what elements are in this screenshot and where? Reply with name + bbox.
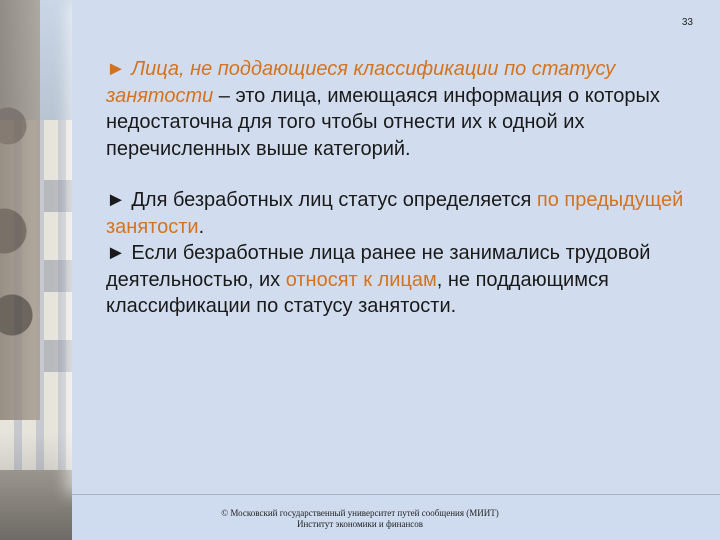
paragraph-unemployed-status [106,187,696,240]
bullet-icon: ► [106,58,126,80]
bullet-icon: ► [106,242,126,264]
definition-text: – это лица, имеющаяся информация о которых недостаточна для того чтобы отнести их к одной их перечисленных выше категорий. [106,84,660,160]
unclassified-text: Если безработные лица ранее не занимались трудовой деятельностью, их [106,242,651,291]
photo-tree [0,0,40,420]
bullet-icon: ► [106,189,126,211]
unemployed-status-highlight: по предыдущей занятости [106,189,684,238]
unclassified-highlight: относят к лицам [285,268,437,291]
unemployed-status-end: . [198,215,205,238]
paragraph-unclassified [106,240,696,320]
paragraph-definition [106,56,696,162]
unclassified-end: , не поддающимся классификации по статусу занятости. [106,268,609,317]
unemployed-status-text: Для безработных лиц статус определяется [125,189,537,211]
footer [200,508,520,530]
footer-copyright: © Московский государственный университет путей сообщения (МИИТ) [221,508,499,518]
footer-institute: Институт экономики и финансов [296,519,424,529]
slide-content [106,56,696,320]
definition-term: Лица, не поддающиеся классификации по статусу занятости [106,58,616,107]
slide-number: 33 [681,17,693,28]
